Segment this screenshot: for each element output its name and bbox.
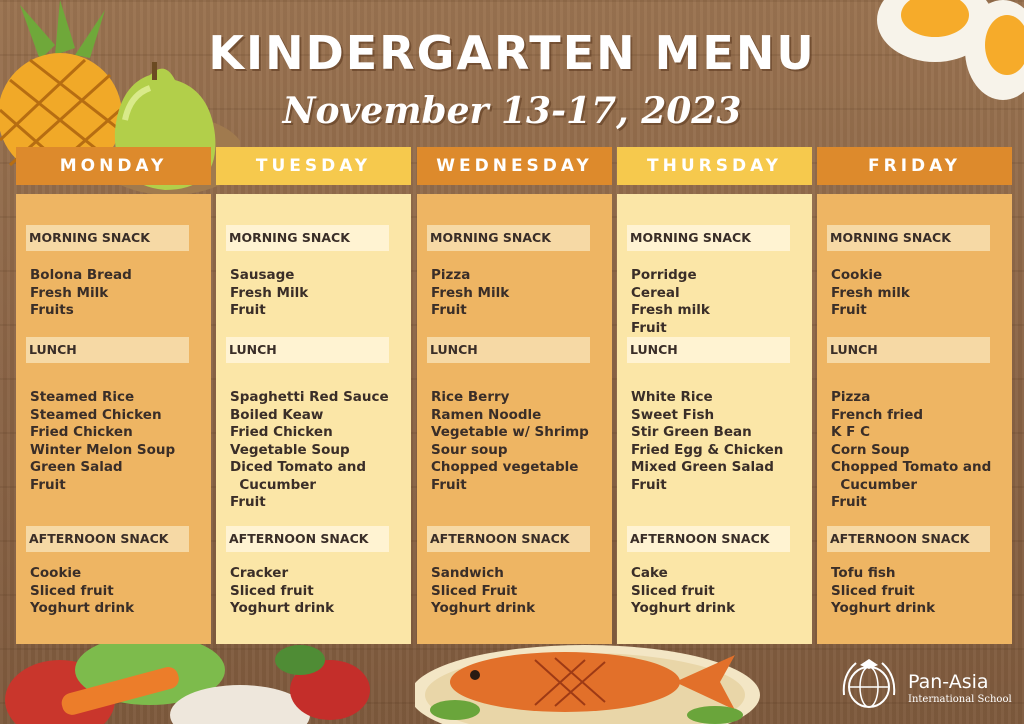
menu-item: Boiled Keaw	[230, 406, 324, 423]
menu-item: Fresh Milk	[431, 284, 510, 301]
afternoon-snack-list	[230, 565, 406, 618]
day-header: FRIDAY	[817, 147, 1012, 185]
menu-item: Tofu fish	[831, 565, 896, 581]
menu-item: Sliced Fruit	[431, 582, 518, 599]
menu-item: Fresh Milk	[230, 284, 309, 301]
section-label: LUNCH	[226, 337, 389, 363]
school-subtitle: International School	[908, 694, 1012, 705]
menu-item: Winter Melon Soup	[30, 441, 176, 458]
menu-item: Sour soup	[431, 441, 508, 458]
day-header: WEDNESDAY	[417, 147, 612, 185]
menu-item: Steamed Rice	[30, 389, 135, 405]
day-column-tuesday	[216, 147, 411, 616]
menu-item: Fruit	[230, 494, 266, 510]
afternoon-snack-list	[831, 565, 1007, 618]
menu-item: Sliced fruit	[30, 582, 114, 599]
menu-item: Stir Green Bean	[631, 424, 752, 440]
day-column-friday	[817, 147, 1012, 616]
menu-item: Fresh milk	[631, 302, 710, 318]
section-label: MORNING SNACK	[226, 225, 389, 251]
menu-item: Diced Tomato and	[230, 459, 367, 475]
morning-snack-list	[30, 267, 206, 320]
menu-item: Fruit	[831, 302, 867, 318]
menu-item: Chopped Tomato and	[831, 459, 992, 475]
menu-item: Sliced fruit	[831, 582, 915, 599]
section-label: AFTERNOON SNACK	[627, 526, 790, 552]
menu-item: Spaghetti Red Sauce	[230, 389, 389, 405]
menu-title: KINDERGARTEN MENU	[208, 26, 816, 80]
day-header: MONDAY	[16, 147, 211, 185]
menu-item: Cereal	[631, 284, 680, 301]
fish-plate-illustration	[415, 640, 765, 724]
menu-item: Sliced fruit	[230, 582, 314, 599]
menu-item: Mixed Green Salad	[631, 459, 774, 475]
section-label: AFTERNOON SNACK	[827, 526, 990, 552]
menu-item: Ramen Noodle	[431, 406, 542, 423]
section-label: AFTERNOON SNACK	[226, 526, 389, 552]
menu-item: Green Salad	[30, 459, 123, 475]
day-menu-body	[417, 194, 612, 644]
menu-item: Pizza	[431, 267, 471, 283]
section-label: LUNCH	[827, 337, 990, 363]
menu-item: Fried Chicken	[230, 424, 333, 440]
menu-item: Cracker	[230, 565, 289, 581]
school-name: Pan-Asia	[908, 671, 989, 693]
menu-item: Cookie	[30, 565, 82, 581]
lunch-list	[431, 389, 607, 494]
day-menu-body	[817, 194, 1012, 644]
menu-item: Sandwich	[431, 565, 504, 581]
menu-item: Fruit	[30, 476, 66, 493]
morning-snack-list	[431, 267, 607, 320]
section-label: LUNCH	[627, 337, 790, 363]
menu-item: Fresh Milk	[30, 284, 109, 301]
day-column-thursday	[617, 147, 812, 616]
section-label: MORNING SNACK	[627, 225, 790, 251]
menu-item: Fruit	[230, 302, 266, 318]
vegetables-illustration	[0, 640, 380, 724]
menu-item: Cucumber	[230, 476, 317, 493]
section-label: MORNING SNACK	[427, 225, 590, 251]
menu-item: Yoghurt drink	[230, 600, 335, 616]
section-label: AFTERNOON SNACK	[427, 526, 590, 552]
menu-item: Rice Berry	[431, 389, 510, 405]
section-label: AFTERNOON SNACK	[26, 526, 189, 552]
menu-item: Vegetable Soup	[230, 441, 350, 458]
lunch-list	[631, 389, 807, 494]
menu-item: K F C	[831, 424, 870, 440]
menu-item: Yoghurt drink	[431, 600, 536, 616]
morning-snack-list	[631, 267, 807, 337]
menu-item: Sausage	[230, 267, 295, 283]
afternoon-snack-list	[431, 565, 607, 618]
day-column-wednesday	[417, 147, 612, 616]
menu-item: Fried Egg & Chicken	[631, 441, 784, 458]
menu-item: Steamed Chicken	[30, 406, 162, 423]
menu-item: French fried	[831, 406, 924, 423]
menu-item: Fresh milk	[831, 284, 910, 301]
menu-item: Chopped vegetable	[431, 459, 579, 475]
afternoon-snack-list	[30, 565, 206, 618]
day-column-monday	[16, 147, 211, 616]
menu-date-range: November 13-17, 2023	[282, 90, 742, 132]
menu-item: Fruit	[631, 476, 667, 493]
globe-emblem-icon	[838, 655, 900, 715]
menu-item: Sliced fruit	[631, 582, 715, 599]
menu-item: Yoghurt drink	[631, 600, 736, 616]
menu-item: Cake	[631, 565, 668, 581]
menu-item: Pizza	[831, 389, 871, 405]
menu-item: Fried Chicken	[30, 424, 133, 440]
day-menu-body	[216, 194, 411, 644]
menu-item: Fruit	[431, 302, 467, 318]
menu-item: Cucumber	[831, 476, 918, 493]
day-header: TUESDAY	[216, 147, 411, 185]
lunch-list	[831, 389, 1007, 512]
day-header: THURSDAY	[617, 147, 812, 185]
menu-item: Yoghurt drink	[30, 600, 135, 616]
menu-item: Fruits	[30, 302, 74, 318]
menu-item: Yoghurt drink	[831, 600, 936, 616]
menu-item: Sweet Fish	[631, 406, 715, 423]
menu-item: Fruit	[631, 319, 667, 336]
morning-snack-list	[230, 267, 406, 320]
section-label: LUNCH	[26, 337, 189, 363]
section-label: MORNING SNACK	[827, 225, 990, 251]
menu-item: Vegetable w/ Shrimp	[431, 424, 589, 440]
lunch-list	[230, 389, 406, 512]
menu-item: White Rice	[631, 389, 713, 405]
menu-item: Fruit	[431, 476, 467, 493]
menu-item: Corn Soup	[831, 441, 910, 458]
menu-item: Bolona Bread	[30, 267, 132, 283]
day-menu-body	[617, 194, 812, 644]
menu-item: Porridge	[631, 267, 697, 283]
section-label: MORNING SNACK	[26, 225, 189, 251]
day-menu-body	[16, 194, 211, 644]
menu-item: Cookie	[831, 267, 883, 283]
afternoon-snack-list	[631, 565, 807, 618]
lunch-list	[30, 389, 206, 494]
morning-snack-list	[831, 267, 1007, 320]
section-label: LUNCH	[427, 337, 590, 363]
menu-item: Fruit	[831, 494, 867, 510]
school-logo	[838, 655, 1018, 715]
